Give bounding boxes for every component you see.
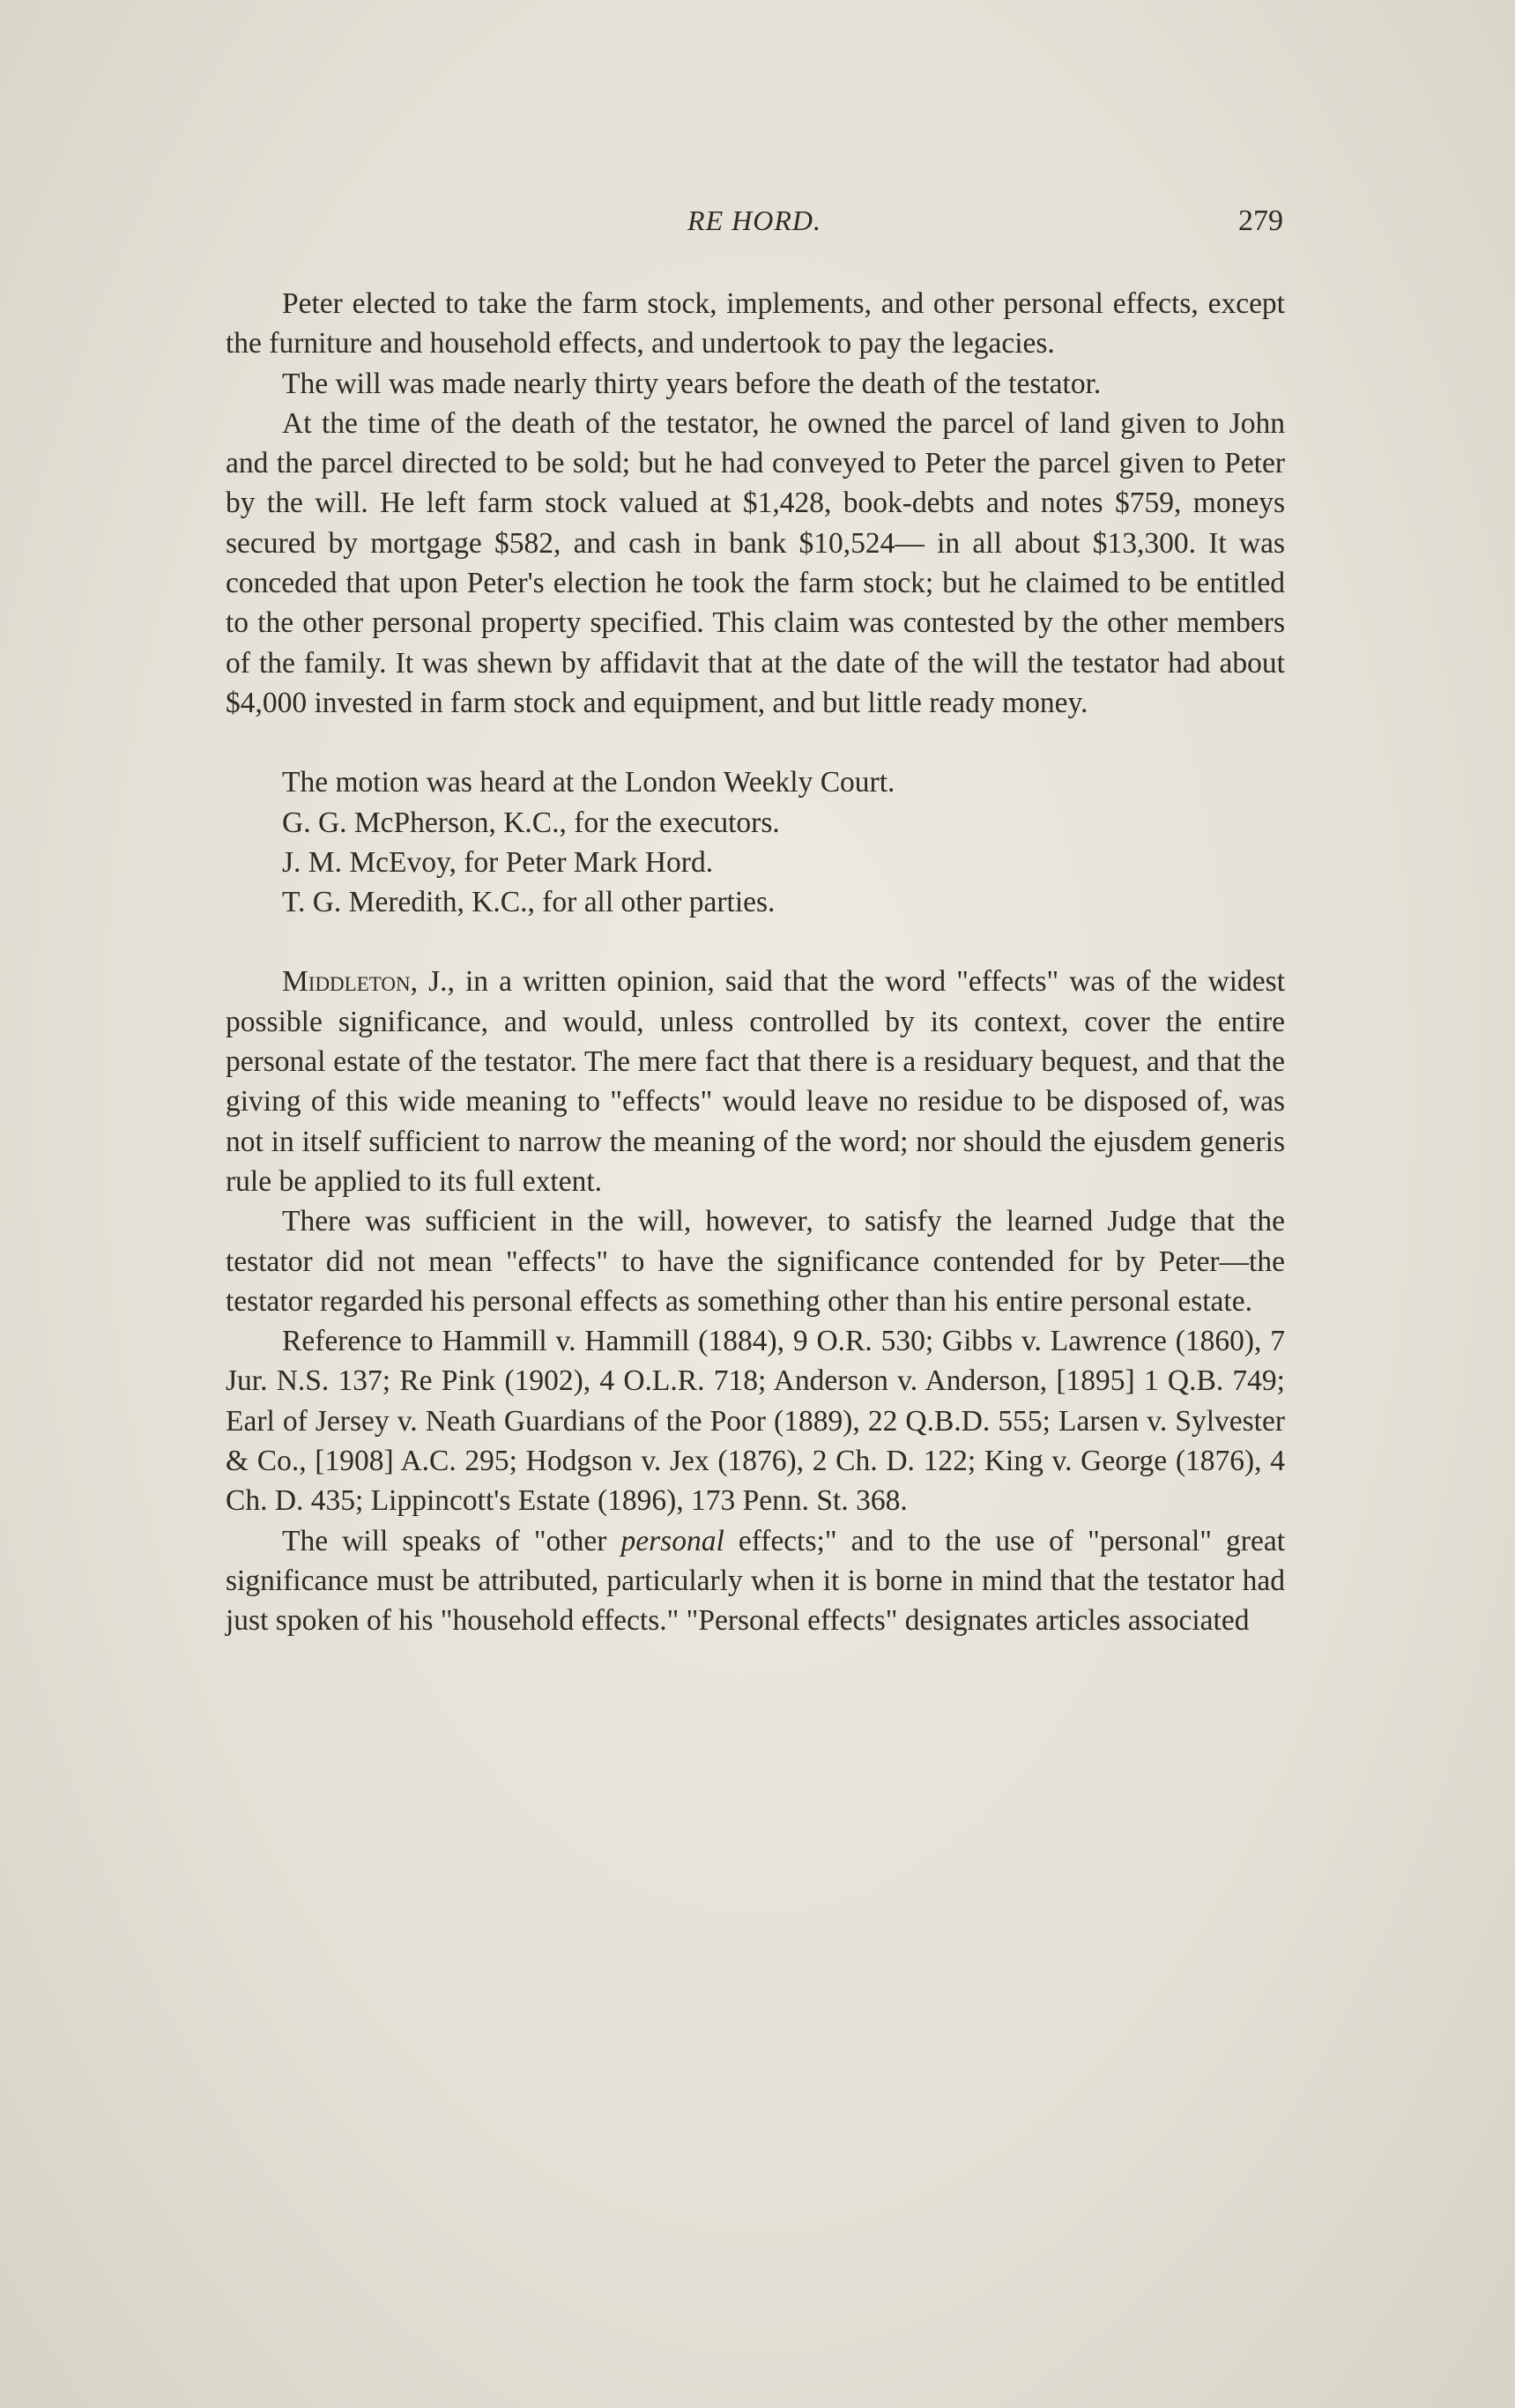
text-run: effects;" and to the use of "personal" great significance must be attributed, particularly when it is borne in mind that the testator had just spoken of his "household effects." "Personal effects" designates articles associated bbox=[226, 1524, 1286, 1638]
counsel-list bbox=[226, 762, 1285, 922]
paragraph-last bbox=[226, 1521, 1285, 1641]
paragraph: There was sufficient in the will, however, to satisfy the learned Judge that the testator did not mean "effects" to have the significance contended for by Peter—the testator regarded his personal effects as something other than his entire personal estate. bbox=[226, 1205, 1285, 1318]
text-run: The will speaks of "other bbox=[282, 1524, 621, 1557]
page-header bbox=[226, 204, 1283, 249]
paragraph: Reference to Hammill v. Hammill (1884), 9 O.R. 530; Gibbs v. Lawrence (1860), 7 Jur. N.S. 137; Re Pink (1902), 4 O.L.R. 718; Anderson v. Anderson, [1895] 1 Q.B. 749; Earl of Jersey v. Neath Guardians of the Poor (1889), 22 Q.B.D. 555; Larsen v. Sylvester & Co., [1908] A.C. 295; Hodgson v. Jex (1876), 2 Ch. D. 122; King v. George (1876), 4 Ch. D. 435; Lippincott's Estate (1896), 173 Penn. St. 368. bbox=[226, 1325, 1285, 1518]
page-number: 279 bbox=[1238, 204, 1283, 237]
paragraph: The will was made nearly thirty years before the death of the testator. bbox=[282, 367, 1102, 400]
counsel-line: The motion was heard at the London Weekly Court. bbox=[282, 766, 895, 799]
judgment-opening bbox=[226, 962, 1285, 1201]
section-gap bbox=[226, 922, 1285, 962]
counsel-line: G. G. McPherson, K.C., for the executors. bbox=[282, 806, 780, 839]
counsel-line: T. G. Meredith, K.C., for all other parties. bbox=[282, 886, 776, 919]
paragraph: At the time of the death of the testator, he owned the parcel of land given to John and the parcel directed to be sold; but he had conveyed to Peter the parcel given to Peter by the will. He left farm stock valued at $1,428, book-debts and notes $759, moneys secured by mortgage $582, and cash in bank $10,524— in all about $13,300. It was conceded that upon Peter's election he took the farm stock; but he claimed to be entitled to the other personal property specified. This claim was contested by the other members of the family. It was shewn by affidavit that at the date of the will the testator had about $4,000 invested in farm stock and equipment, and but little ready money. bbox=[226, 406, 1285, 719]
judgment-opening-text: , J., in a written opinion, said that the word "effects" was of the widest possible significance, and would, unless controlled by its context, cover the entire personal estate of the testator. The mere fact that there is a residuary bequest, and that the giving of this wide meaning to "effects" would leave no residue to be disposed of, was not in itself sufficient to narrow the meaning of the word; nor should the ejusdem generis rule be applied to its full extent. bbox=[226, 965, 1285, 1198]
section-gap bbox=[226, 723, 1285, 762]
page-body bbox=[226, 284, 1285, 1641]
paragraph: Peter elected to take the farm stock, implements, and other personal effects, except the furniture and household effects, and undertook to pay the legacies. bbox=[226, 287, 1285, 360]
running-title: RE HORD. bbox=[687, 204, 821, 236]
counsel-line: J. M. McEvoy, for Peter Mark Hord. bbox=[282, 845, 714, 879]
judge-name: Middleton bbox=[282, 965, 411, 999]
italic-word: personal bbox=[620, 1524, 724, 1557]
